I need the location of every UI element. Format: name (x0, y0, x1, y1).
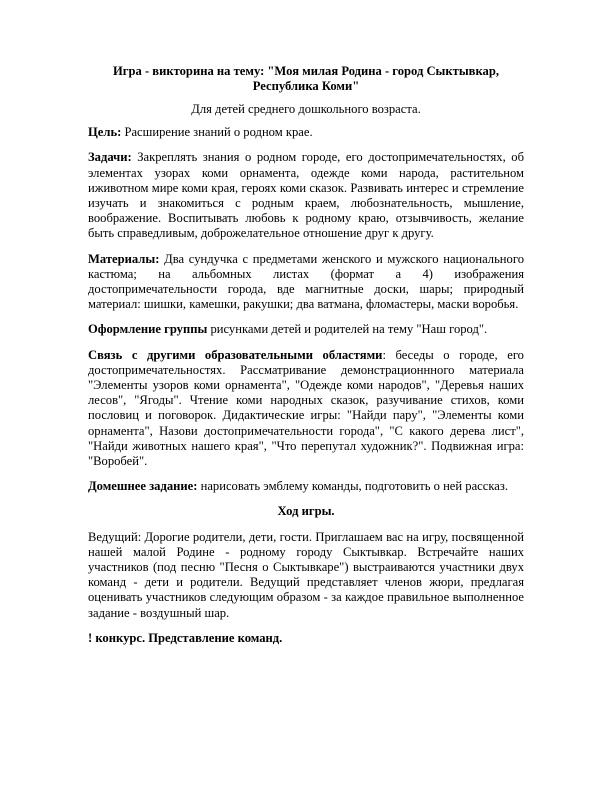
tasks-text: Закреплять знания о родном городе, его достопримечательностях, об элементах узорах коми орнамента, одежде коми народа, растительном иживотном мире коми края, героях коми сказок. Развивать интерес и стремление изучать и знакомиться с родным краем, любознательность, мышление, воображение. Воспитывать любовь к родному краю, отзывчивость, желание быть справедливым, доброжелательное отношение друг к другу. (88, 150, 524, 241)
design-label: Оформление группы (88, 322, 208, 337)
goal-label: Цель: (88, 125, 122, 140)
materials-text: Два сундучка с предметами женского и мужского национального кастюма; на альбомных листах (формат а 4) изображения достопримечательности города, вде магнитные доски, шары; природный материал: шишки, камешки, ракушки; два ватмана, фломастеры, маски воробья. (88, 251, 524, 312)
document-title (88, 64, 524, 94)
connections-label: Связь с другими образовательными областями (88, 347, 383, 362)
title-line-1: Игра - викторина на тему: "Моя милая Родина - город Сыктывкар, (113, 64, 499, 78)
homework-paragraph (88, 479, 524, 494)
materials-label: Материалы: (88, 251, 160, 266)
game-heading: Ход игры. (277, 504, 335, 519)
goal-paragraph (88, 125, 524, 140)
contest-heading: ! конкурс. Представление команд. (88, 630, 283, 645)
connections-paragraph (88, 348, 524, 470)
title-line-2: Республика Коми" (252, 79, 360, 93)
goal-text: Расширение знаний о родном крае. (121, 125, 313, 140)
design-text: рисунками детей и родителей на тему "Наш город". (207, 322, 488, 337)
document-page (88, 64, 524, 646)
tasks-label: Задачи: (88, 150, 132, 165)
homework-label: Домешнее задание: (88, 479, 198, 494)
tasks-paragraph (88, 150, 524, 241)
host-paragraph: Ведущий: Дорогие родители, дети, гости. Приглашаем вас на игру, посвященной нашей малой Родине - родному городу Сыктывкар. Встречайте наших участников (под песню "Песня о Сыктывкаре") выстраиваются участники двух команд - дети и родители. Ведущий представляет членов жюри, предлагая оценивать участников следующим образом - за каждое правильное выполненное задание - воздушный шар. (88, 529, 524, 620)
connections-text: : беседы о городе, его достопримечательностях. Рассматривание демонстрационнного материала "Элементы узоров коми орнамента", "Одежде коми народов", "Деревья наших лесов", "Ягоды". Чтение коми народных сказок, разучивание стихов, коми пословиц и поговорок. Дидактические игры: "Найди пару", "Элементы коми орнамента", Назови достопримечательности города", "С какого дерева лист", "Найди животных нашего края", "Что перепутал художник?". Подвижная игра: "Воробей". (88, 347, 524, 469)
materials-paragraph (88, 252, 524, 313)
document-subtitle: Для детей среднего дошкольного возраста. (191, 102, 421, 116)
design-paragraph (88, 322, 524, 337)
homework-text: нарисовать эмблему команды, подготовить о ней рассказ. (197, 479, 508, 494)
